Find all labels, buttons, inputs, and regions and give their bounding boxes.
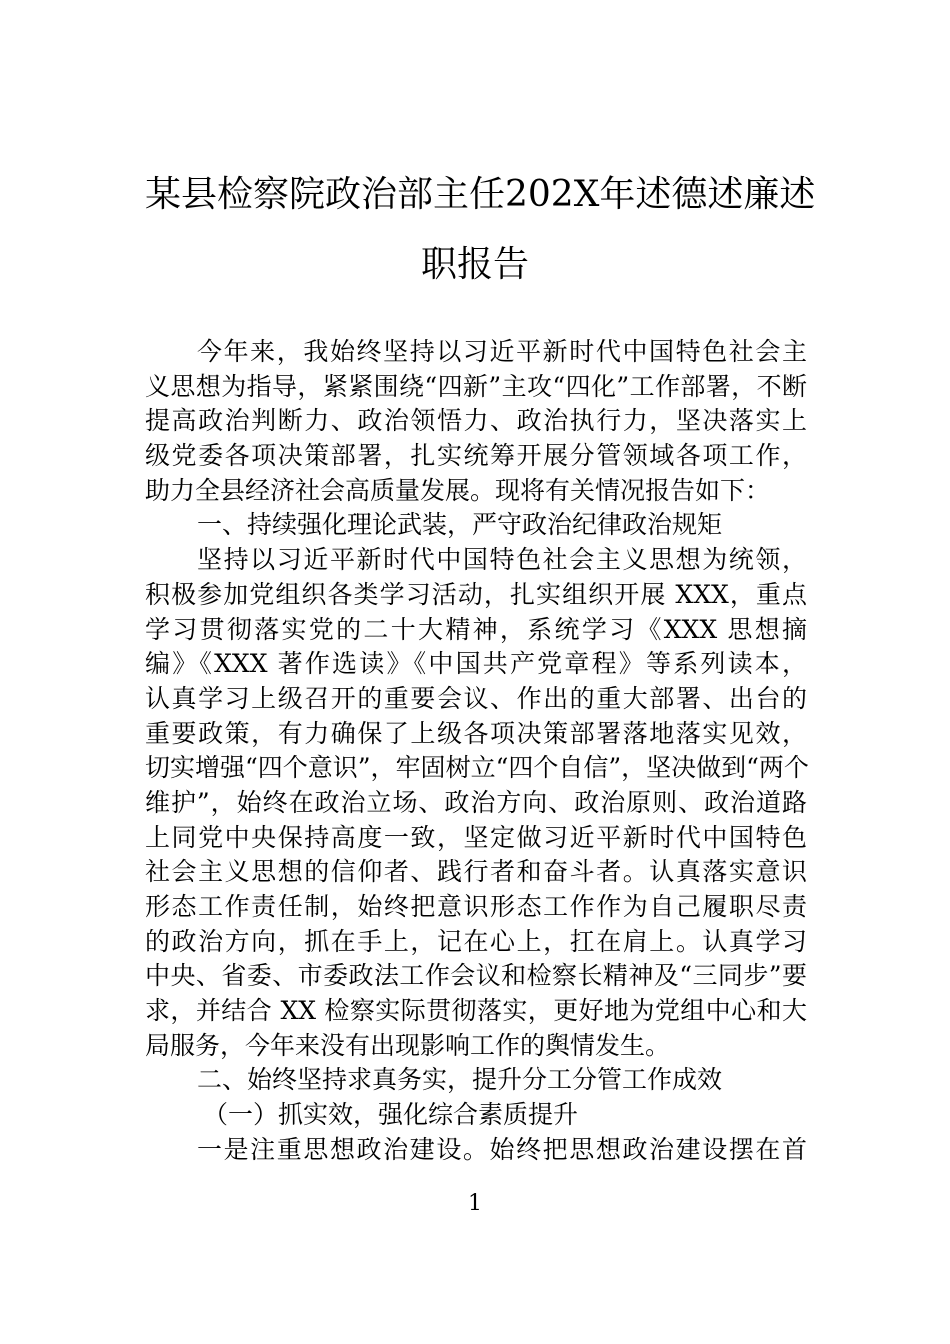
paragraph-line: 求，并结合 XX 检察实际贯彻落实，更好地为党组中心和大 <box>145 996 807 1026</box>
paragraph-line: 的政治方向，抓在手上，记在心上，扛在肩上。认真学习 <box>145 926 807 956</box>
paragraph-line: 助力全县经济社会高质量发展。现将有关情况报告如下： <box>145 475 771 505</box>
paragraph-line: 社会主义思想的信仰者、践行者和奋斗者。认真落实意识 <box>145 857 807 887</box>
paragraph-line: 重要政策，有力确保了上级各项决策部署落地落实见效， <box>145 718 807 748</box>
paragraph-line: 形态工作责任制，始终把意识形态工作作为自己履职尽责 <box>145 892 807 921</box>
paragraph-line: 维护”，始终在政治立场、政治方向、政治原则、政治道路 <box>145 787 807 817</box>
paragraph-line: 级党委各项决策部署，扎实统筹开展分管领域各项工作， <box>145 441 807 471</box>
subsection-heading: （一）抓实效，强化综合素质提升 <box>203 1100 579 1130</box>
paragraph-line: 认真学习上级召开的重要会议、作出的重大部署、出台的 <box>145 683 807 713</box>
section-heading-1: 一、持续强化理论武装，严守政治纪律政治规矩 <box>197 510 723 540</box>
paragraph-line: 提高政治判断力、政治领悟力、政治执行力，坚决落实上 <box>145 406 807 436</box>
paragraph-line: 学习贯彻落实党的二十大精神，系统学习《XXX 思想摘 <box>145 614 807 644</box>
paragraph-line: 上同党中央保持高度一致，坚定做习近平新时代中国特色 <box>145 822 807 852</box>
paragraph-line: 义思想为指导，紧紧围绕“四新”主攻“四化”工作部署，不断 <box>145 371 807 401</box>
paragraph-line: 编》《XXX 著作选读》《中国共产党章程》等系列读本， <box>145 649 807 679</box>
document-body <box>145 335 807 1168</box>
section-heading-2: 二、始终坚持求真务实，提升分工分管工作成效 <box>197 1065 723 1095</box>
paragraph-line: 今年来，我始终坚持以习近平新时代中国特色社会主 <box>197 337 807 366</box>
paragraph-line: 中央、省委、市委政法工作会议和检察长精神及“三同步”要 <box>145 961 807 991</box>
document-title-line-2: 职报告 <box>420 244 529 285</box>
paragraph-line: 一是注重思想政治建设。始终把思想政治建设摆在首 <box>197 1134 807 1164</box>
document-title-line-1: 某县检察院政治部主任202X年述德述廉述 <box>145 174 816 215</box>
paragraph-line: 切实增强“四个意识”，牢固树立“四个自信”，坚决做到“两个 <box>145 753 809 783</box>
page-number: 1 <box>468 1191 482 1216</box>
paragraph-line: 坚持以习近平新时代中国特色社会主义思想为统领， <box>197 545 807 575</box>
paragraph-line: 局服务，今年来没有出现影响工作的舆情发生。 <box>145 1030 671 1060</box>
paragraph-line: 积极参加党组织各类学习活动，扎实组织开展 XXX，重点 <box>145 579 807 609</box>
